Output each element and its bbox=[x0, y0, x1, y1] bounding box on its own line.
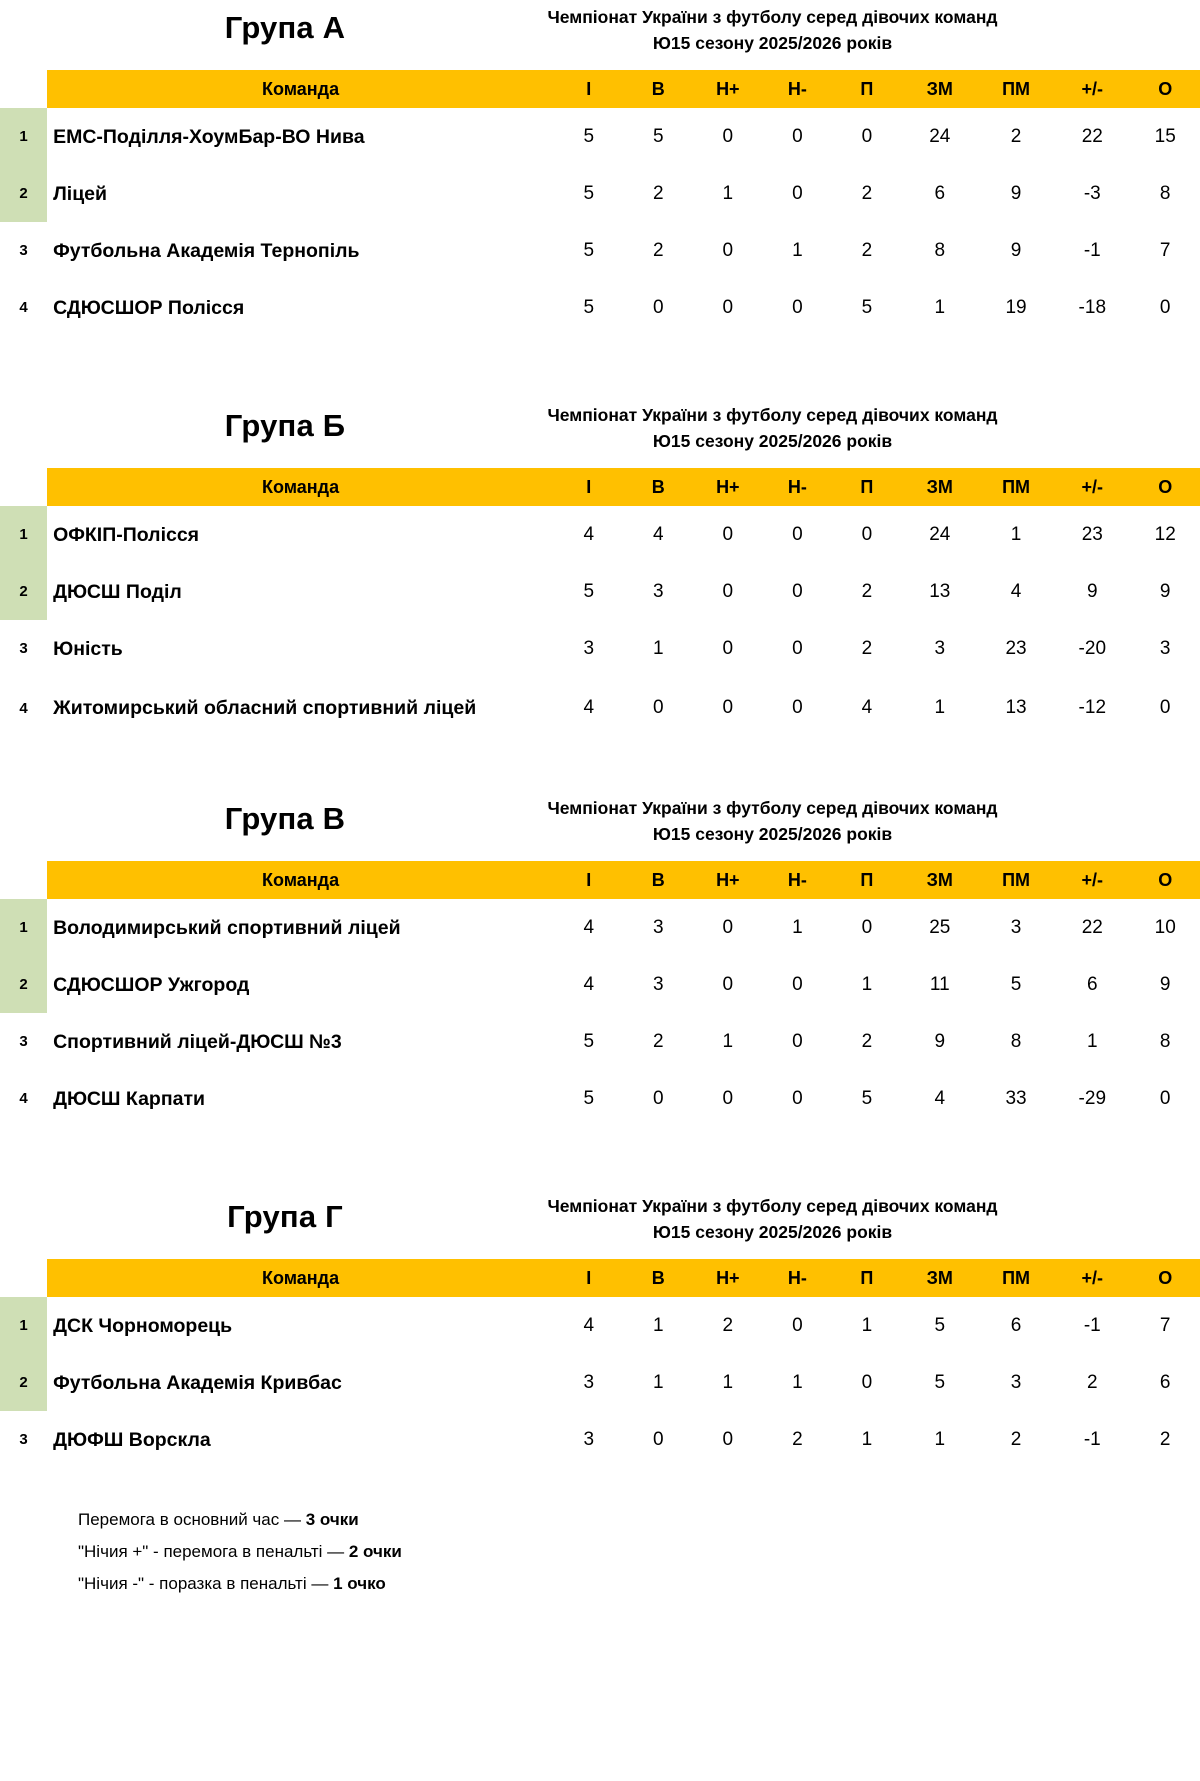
row-diff: 2 bbox=[1054, 1354, 1130, 1411]
row-points: 0 bbox=[1130, 279, 1200, 336]
row-goals-for: 24 bbox=[902, 506, 978, 563]
row-rank: 3 bbox=[0, 222, 47, 279]
row-goals-against: 4 bbox=[978, 563, 1054, 620]
table-row[interactable] bbox=[0, 899, 1200, 956]
row-goals-against: 23 bbox=[978, 620, 1054, 677]
row-rank: 3 bbox=[0, 1013, 47, 1070]
row-draw-minus: 0 bbox=[763, 1013, 833, 1070]
row-won: 2 bbox=[624, 165, 694, 222]
team-column-header[interactable]: Команда bbox=[47, 70, 554, 108]
row-goals-for: 25 bbox=[902, 899, 978, 956]
row-goals-for: 11 bbox=[902, 956, 978, 1013]
header-row bbox=[0, 1259, 1200, 1297]
row-points: 6 bbox=[1130, 1354, 1200, 1411]
row-lost: 0 bbox=[832, 1354, 902, 1411]
group-block-v bbox=[0, 791, 1200, 1127]
row-team-name: СДЮСШОР Полісся bbox=[47, 279, 554, 336]
won-column-header[interactable]: В bbox=[624, 861, 694, 899]
table-row[interactable] bbox=[0, 1013, 1200, 1070]
row-lost: 0 bbox=[832, 108, 902, 165]
row-draw-minus: 0 bbox=[763, 1297, 833, 1354]
row-points: 9 bbox=[1130, 563, 1200, 620]
draw-plus-column-header[interactable]: Н+ bbox=[693, 468, 763, 506]
competition-title-a bbox=[500, 4, 1045, 56]
row-draw-plus: 0 bbox=[693, 108, 763, 165]
row-lost: 2 bbox=[832, 620, 902, 677]
row-diff: 9 bbox=[1054, 563, 1130, 620]
row-draw-plus: 0 bbox=[693, 222, 763, 279]
row-goals-for: 1 bbox=[902, 279, 978, 336]
group-header-a bbox=[0, 0, 1200, 70]
row-won: 1 bbox=[624, 1354, 694, 1411]
points-legend bbox=[78, 1504, 1200, 1600]
header-row bbox=[0, 861, 1200, 899]
row-team-name: Футбольна Академія Кривбас bbox=[47, 1354, 554, 1411]
diff-column-header[interactable]: +/- bbox=[1054, 468, 1130, 506]
row-goals-against: 2 bbox=[978, 1411, 1054, 1468]
team-column-header[interactable]: Команда bbox=[47, 1259, 554, 1297]
diff-column-header[interactable]: +/- bbox=[1054, 861, 1130, 899]
goals-for-column-header[interactable]: ЗМ bbox=[902, 1259, 978, 1297]
row-draw-minus: 0 bbox=[763, 620, 833, 677]
table-body-v bbox=[0, 899, 1200, 1127]
lost-column-header[interactable]: П bbox=[832, 861, 902, 899]
row-won: 1 bbox=[624, 620, 694, 677]
team-column-header[interactable]: Команда bbox=[47, 468, 554, 506]
row-rank: 3 bbox=[0, 620, 47, 677]
group-spacer bbox=[0, 1127, 1200, 1189]
row-draw-minus: 2 bbox=[763, 1411, 833, 1468]
row-rank: 1 bbox=[0, 108, 47, 165]
diff-column-header[interactable]: +/- bbox=[1054, 70, 1130, 108]
row-team-name: ДЮСШ Поділ bbox=[47, 563, 554, 620]
draw-plus-column-header[interactable]: Н+ bbox=[693, 1259, 763, 1297]
legend-draw-minus-text: "Нічия -" - поразка в пенальті — bbox=[78, 1574, 334, 1593]
row-points: 0 bbox=[1130, 677, 1200, 739]
goals-against-column-header[interactable]: ПМ bbox=[978, 70, 1054, 108]
row-points: 12 bbox=[1130, 506, 1200, 563]
row-goals-against: 5 bbox=[978, 956, 1054, 1013]
won-column-header[interactable]: В bbox=[624, 468, 694, 506]
competition-title-line2: Ю15 сезону 2025/2026 років bbox=[652, 33, 893, 53]
row-draw-plus: 0 bbox=[693, 1070, 763, 1127]
row-draw-minus: 1 bbox=[763, 222, 833, 279]
row-draw-minus: 0 bbox=[763, 165, 833, 222]
row-lost: 4 bbox=[832, 677, 902, 739]
team-column-header[interactable]: Команда bbox=[47, 861, 554, 899]
row-goals-against: 6 bbox=[978, 1297, 1054, 1354]
row-team-name: Футбольна Академія Тернопіль bbox=[47, 222, 554, 279]
row-draw-plus: 0 bbox=[693, 956, 763, 1013]
competition-title-g bbox=[500, 1193, 1045, 1245]
table-header-b bbox=[0, 468, 1200, 506]
group-title-b: Група Б bbox=[224, 408, 346, 443]
row-draw-minus: 0 bbox=[763, 956, 833, 1013]
played-column-header[interactable]: І bbox=[554, 70, 624, 108]
row-lost: 0 bbox=[832, 506, 902, 563]
standings-table-b bbox=[0, 468, 1200, 739]
table-row[interactable] bbox=[0, 563, 1200, 620]
row-team-name: СДЮСШОР Ужгород bbox=[47, 956, 554, 1013]
row-draw-minus: 0 bbox=[763, 108, 833, 165]
draw-minus-column-header[interactable]: Н- bbox=[763, 468, 833, 506]
row-draw-minus: 0 bbox=[763, 279, 833, 336]
row-rank: 2 bbox=[0, 165, 47, 222]
row-goals-against: 13 bbox=[978, 677, 1054, 739]
draw-plus-column-header[interactable]: Н+ bbox=[693, 861, 763, 899]
competition-title-line1: Чемпіонат України з футболу серед дівочих команд bbox=[547, 1196, 998, 1216]
won-column-header[interactable]: В bbox=[624, 1259, 694, 1297]
group-title-a: Група А bbox=[224, 10, 346, 45]
row-won: 2 bbox=[624, 222, 694, 279]
table-row[interactable] bbox=[0, 1411, 1200, 1468]
header-row bbox=[0, 70, 1200, 108]
rank-column-header bbox=[0, 70, 47, 108]
row-points: 7 bbox=[1130, 222, 1200, 279]
row-goals-against: 33 bbox=[978, 1070, 1054, 1127]
draw-minus-column-header[interactable]: Н- bbox=[763, 70, 833, 108]
legend-line-win bbox=[78, 1504, 1200, 1536]
row-points: 8 bbox=[1130, 1013, 1200, 1070]
row-team-name: ДЮСШ Карпати bbox=[47, 1070, 554, 1127]
points-column-header[interactable]: О bbox=[1130, 861, 1200, 899]
row-played: 5 bbox=[554, 279, 624, 336]
row-lost: 1 bbox=[832, 956, 902, 1013]
row-lost: 2 bbox=[832, 563, 902, 620]
legend-win-text: Перемога в основний час — bbox=[78, 1510, 306, 1529]
row-goals-against: 1 bbox=[978, 506, 1054, 563]
points-column-header[interactable]: О bbox=[1130, 468, 1200, 506]
row-played: 5 bbox=[554, 563, 624, 620]
legend-win-value: 3 очки bbox=[305, 1510, 359, 1529]
draw-plus-column-header[interactable]: Н+ bbox=[693, 70, 763, 108]
competition-title-line1: Чемпіонат України з футболу серед дівочих команд bbox=[547, 798, 998, 818]
row-points: 9 bbox=[1130, 956, 1200, 1013]
table-body-a bbox=[0, 108, 1200, 336]
row-draw-plus: 0 bbox=[693, 563, 763, 620]
row-rank: 4 bbox=[0, 279, 47, 336]
table-header-g bbox=[0, 1259, 1200, 1297]
row-goals-against: 9 bbox=[978, 222, 1054, 279]
row-rank: 1 bbox=[0, 1297, 47, 1354]
legend-line-draw-minus bbox=[78, 1568, 1200, 1600]
row-draw-plus: 2 bbox=[693, 1297, 763, 1354]
row-goals-against: 2 bbox=[978, 108, 1054, 165]
legend-draw-plus-value: 2 очки bbox=[348, 1542, 402, 1561]
row-team-name: ДСК Чорноморець bbox=[47, 1297, 554, 1354]
table-row[interactable] bbox=[0, 506, 1200, 563]
row-rank: 1 bbox=[0, 899, 47, 956]
row-diff: -12 bbox=[1054, 677, 1130, 739]
row-team-name: ДЮФШ Ворскла bbox=[47, 1411, 554, 1468]
lost-column-header[interactable]: П bbox=[832, 70, 902, 108]
rank-column-header bbox=[0, 861, 47, 899]
row-draw-plus: 0 bbox=[693, 677, 763, 739]
row-played: 4 bbox=[554, 1297, 624, 1354]
row-goals-against: 9 bbox=[978, 165, 1054, 222]
row-diff: -18 bbox=[1054, 279, 1130, 336]
goals-for-column-header[interactable]: ЗМ bbox=[902, 468, 978, 506]
row-goals-against: 19 bbox=[978, 279, 1054, 336]
row-goals-for: 3 bbox=[902, 620, 978, 677]
table-row[interactable] bbox=[0, 165, 1200, 222]
points-column-header[interactable]: О bbox=[1130, 1259, 1200, 1297]
group-block-b bbox=[0, 398, 1200, 739]
row-team-name: Володимирський спортивний ліцей bbox=[47, 899, 554, 956]
row-rank: 2 bbox=[0, 1354, 47, 1411]
table-body-b bbox=[0, 506, 1200, 739]
row-draw-minus: 1 bbox=[763, 1354, 833, 1411]
standings-table-g bbox=[0, 1259, 1200, 1468]
row-draw-minus: 0 bbox=[763, 1070, 833, 1127]
group-block-a bbox=[0, 0, 1200, 336]
row-played: 4 bbox=[554, 506, 624, 563]
row-goals-for: 6 bbox=[902, 165, 978, 222]
row-goals-for: 5 bbox=[902, 1297, 978, 1354]
group-header-v bbox=[0, 791, 1200, 861]
row-won: 4 bbox=[624, 506, 694, 563]
table-row[interactable] bbox=[0, 1354, 1200, 1411]
row-played: 4 bbox=[554, 899, 624, 956]
table-row[interactable] bbox=[0, 620, 1200, 677]
row-points: 3 bbox=[1130, 620, 1200, 677]
won-column-header[interactable]: В bbox=[624, 70, 694, 108]
row-lost: 1 bbox=[832, 1297, 902, 1354]
goals-against-column-header[interactable]: ПМ bbox=[978, 1259, 1054, 1297]
competition-title-b bbox=[500, 402, 1045, 454]
row-rank: 2 bbox=[0, 956, 47, 1013]
row-team-name: Спортивний ліцей-ДЮСШ №3 bbox=[47, 1013, 554, 1070]
draw-minus-column-header[interactable]: Н- bbox=[763, 1259, 833, 1297]
group-block-g bbox=[0, 1189, 1200, 1468]
goals-against-column-header[interactable]: ПМ bbox=[978, 861, 1054, 899]
row-won: 5 bbox=[624, 108, 694, 165]
row-diff: 1 bbox=[1054, 1013, 1130, 1070]
row-points: 10 bbox=[1130, 899, 1200, 956]
row-played: 5 bbox=[554, 1070, 624, 1127]
group-spacer bbox=[0, 336, 1200, 398]
row-won: 1 bbox=[624, 1297, 694, 1354]
row-rank: 3 bbox=[0, 1411, 47, 1468]
table-body-g bbox=[0, 1297, 1200, 1468]
table-row[interactable] bbox=[0, 222, 1200, 279]
row-played: 5 bbox=[554, 165, 624, 222]
legend-draw-minus-value: 1 очко bbox=[333, 1574, 386, 1593]
row-diff: -29 bbox=[1054, 1070, 1130, 1127]
row-won: 2 bbox=[624, 1013, 694, 1070]
row-draw-plus: 0 bbox=[693, 899, 763, 956]
row-played: 3 bbox=[554, 620, 624, 677]
legend-draw-plus-text: "Нічия +" - перемога в пенальті — bbox=[78, 1542, 349, 1561]
row-goals-for: 5 bbox=[902, 1354, 978, 1411]
row-lost: 2 bbox=[832, 222, 902, 279]
row-goals-for: 13 bbox=[902, 563, 978, 620]
row-points: 7 bbox=[1130, 1297, 1200, 1354]
table-row[interactable] bbox=[0, 1297, 1200, 1354]
row-points: 0 bbox=[1130, 1070, 1200, 1127]
row-diff: -3 bbox=[1054, 165, 1130, 222]
row-lost: 1 bbox=[832, 1411, 902, 1468]
row-draw-plus: 0 bbox=[693, 279, 763, 336]
row-won: 3 bbox=[624, 956, 694, 1013]
row-diff: -1 bbox=[1054, 222, 1130, 279]
legend-line-draw-plus bbox=[78, 1536, 1200, 1568]
row-draw-plus: 1 bbox=[693, 1354, 763, 1411]
row-goals-against: 3 bbox=[978, 1354, 1054, 1411]
rank-column-header bbox=[0, 1259, 47, 1297]
row-diff: -20 bbox=[1054, 620, 1130, 677]
row-won: 0 bbox=[624, 1411, 694, 1468]
table-row[interactable] bbox=[0, 108, 1200, 165]
row-draw-plus: 0 bbox=[693, 1411, 763, 1468]
row-team-name: Ліцей bbox=[47, 165, 554, 222]
row-diff: 23 bbox=[1054, 506, 1130, 563]
row-draw-plus: 1 bbox=[693, 1013, 763, 1070]
row-team-name: Юність bbox=[47, 620, 554, 677]
goals-for-column-header[interactable]: ЗМ bbox=[902, 70, 978, 108]
goals-against-column-header[interactable]: ПМ bbox=[978, 468, 1054, 506]
points-column-header[interactable]: О bbox=[1130, 70, 1200, 108]
row-rank: 4 bbox=[0, 677, 47, 739]
row-draw-minus: 0 bbox=[763, 677, 833, 739]
row-rank: 1 bbox=[0, 506, 47, 563]
table-header-v bbox=[0, 861, 1200, 899]
row-played: 5 bbox=[554, 222, 624, 279]
row-won: 0 bbox=[624, 677, 694, 739]
group-header-b bbox=[0, 398, 1200, 468]
group-title-g: Група Г bbox=[227, 1199, 343, 1234]
row-goals-for: 9 bbox=[902, 1013, 978, 1070]
row-played: 5 bbox=[554, 1013, 624, 1070]
row-team-name: Житомирський обласний спортивний ліцей bbox=[47, 677, 554, 739]
row-lost: 5 bbox=[832, 1070, 902, 1127]
row-draw-minus: 0 bbox=[763, 563, 833, 620]
row-played: 4 bbox=[554, 677, 624, 739]
standings-table-a bbox=[0, 70, 1200, 336]
row-points: 8 bbox=[1130, 165, 1200, 222]
row-rank: 4 bbox=[0, 1070, 47, 1127]
row-points: 2 bbox=[1130, 1411, 1200, 1468]
row-played: 3 bbox=[554, 1354, 624, 1411]
row-goals-against: 8 bbox=[978, 1013, 1054, 1070]
row-goals-for: 24 bbox=[902, 108, 978, 165]
row-draw-minus: 1 bbox=[763, 899, 833, 956]
lost-column-header[interactable]: П bbox=[832, 1259, 902, 1297]
row-diff: -1 bbox=[1054, 1297, 1130, 1354]
row-goals-for: 1 bbox=[902, 1411, 978, 1468]
row-played: 4 bbox=[554, 956, 624, 1013]
row-played: 5 bbox=[554, 108, 624, 165]
lost-column-header[interactable]: П bbox=[832, 468, 902, 506]
row-diff: 22 bbox=[1054, 108, 1130, 165]
row-diff: 22 bbox=[1054, 899, 1130, 956]
header-row bbox=[0, 468, 1200, 506]
row-points: 15 bbox=[1130, 108, 1200, 165]
row-goals-for: 1 bbox=[902, 677, 978, 739]
row-rank: 2 bbox=[0, 563, 47, 620]
group-title-v: Група В bbox=[224, 801, 346, 836]
row-lost: 2 bbox=[832, 1013, 902, 1070]
row-lost: 0 bbox=[832, 899, 902, 956]
row-lost: 5 bbox=[832, 279, 902, 336]
row-team-name: ОФКІП-Полісся bbox=[47, 506, 554, 563]
competition-title-line1: Чемпіонат України з футболу серед дівочих команд bbox=[547, 7, 998, 27]
row-played: 3 bbox=[554, 1411, 624, 1468]
row-diff: 6 bbox=[1054, 956, 1130, 1013]
played-column-header[interactable]: І bbox=[554, 861, 624, 899]
row-goals-for: 4 bbox=[902, 1070, 978, 1127]
row-draw-plus: 0 bbox=[693, 506, 763, 563]
row-won: 0 bbox=[624, 279, 694, 336]
row-won: 3 bbox=[624, 899, 694, 956]
row-won: 3 bbox=[624, 563, 694, 620]
row-goals-against: 3 bbox=[978, 899, 1054, 956]
row-team-name: ЕМС-Поділля-ХоумБар-ВО Нива bbox=[47, 108, 554, 165]
rank-column-header bbox=[0, 468, 47, 506]
competition-title-line2: Ю15 сезону 2025/2026 років bbox=[652, 431, 893, 451]
table-row[interactable] bbox=[0, 956, 1200, 1013]
row-lost: 2 bbox=[832, 165, 902, 222]
group-header-g bbox=[0, 1189, 1200, 1259]
table-row[interactable] bbox=[0, 677, 1200, 739]
row-draw-minus: 0 bbox=[763, 506, 833, 563]
competition-title-v bbox=[500, 795, 1045, 847]
competition-title-line2: Ю15 сезону 2025/2026 років bbox=[652, 824, 893, 844]
row-draw-plus: 0 bbox=[693, 620, 763, 677]
competition-title-line1: Чемпіонат України з футболу серед дівочих команд bbox=[547, 405, 998, 425]
diff-column-header[interactable]: +/- bbox=[1054, 1259, 1130, 1297]
row-diff: -1 bbox=[1054, 1411, 1130, 1468]
row-won: 0 bbox=[624, 1070, 694, 1127]
table-row[interactable] bbox=[0, 1070, 1200, 1127]
standings-table-v bbox=[0, 861, 1200, 1127]
goals-for-column-header[interactable]: ЗМ bbox=[902, 861, 978, 899]
played-column-header[interactable]: І bbox=[554, 468, 624, 506]
draw-minus-column-header[interactable]: Н- bbox=[763, 861, 833, 899]
played-column-header[interactable]: І bbox=[554, 1259, 624, 1297]
group-spacer bbox=[0, 739, 1200, 791]
competition-title-line2: Ю15 сезону 2025/2026 років bbox=[652, 1222, 893, 1242]
table-header-a bbox=[0, 70, 1200, 108]
table-row[interactable] bbox=[0, 279, 1200, 336]
row-draw-plus: 1 bbox=[693, 165, 763, 222]
row-goals-for: 8 bbox=[902, 222, 978, 279]
